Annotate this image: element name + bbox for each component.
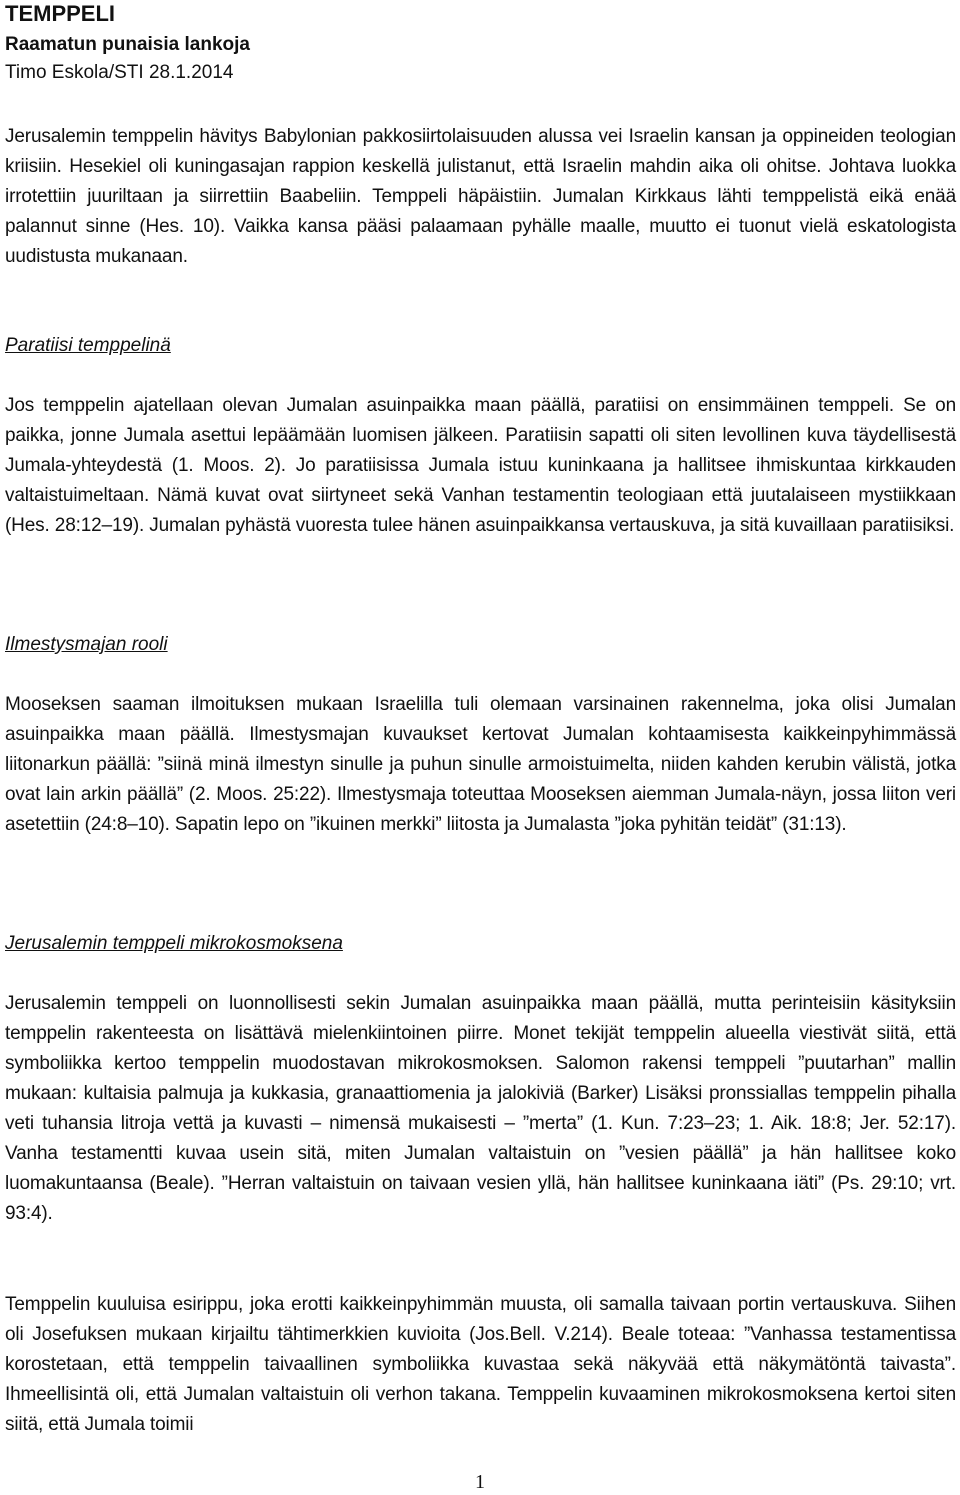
section-paragraph: Jerusalemin temppeli on luonnollisesti sekin Jumalan asuinpaikka maan päällä, mutta perinteisiin käsityksiin temppelin rakenteesta on lisättävä mielenkiintoinen piirre. Monet tekijät temppelin alueella viestivät siitä, että symboliikka kertoo temppelin muodostavan mikrokosmoksen. Salomon rakensi temppeli ”puutarhan” mallin mukaan: kultaisia palmuja ja kukkasia, granaattiomenia ja jalokiviä (Barker) Lisäksi pronssiallas temppelin pihalla veti tuhansia litroja vettä ja kuvasti – nimensä mukaisesti – ”merta” (1. Kun. 7:23–23; 1. Aik. 18:8; Jer. 52:17). Vanha testamentti kuvaa usein sitä, miten Jumalan valtaistuin on ”vesien päällä” ja hän hallitsee koko luomakuntaansa (Beale). ”Herran valtaistuin on taivaan vesien yllä, hän hallitsee kuninkaana iäti” (Ps. 29:10; vrt. 93:4). (5, 993, 956, 1224)
section-microcosm-body-2 (5, 1290, 956, 1440)
section-heading: Ilmestysmajan rooli (5, 634, 168, 655)
page-number: 1 (475, 1471, 485, 1493)
section-heading: Jerusalemin temppeli mikrokosmoksena (5, 933, 343, 954)
section-paradise-body (5, 391, 956, 541)
section-microcosm (5, 932, 956, 956)
section-microcosm-body-1 (5, 989, 956, 1229)
document-title: TEMPPELI (5, 1, 116, 26)
section-paragraph: Mooseksen saaman ilmoituksen mukaan Israelilla tuli olemaan varsinainen rakennelma, joka olisi Jumalan asuinpaikka maan päällä. Ilmestysmajan kuvaukset kertovat Jumalan kohtaamisesta kaikkeinpyhimmässä liitonarkun päällä: ”siinä minä ilmestyn sinulle ja puhun sinulle armoistuimelta, niiden kahden kerubin välistä, jotka ovat lain arkin päällä” (2. Moos. 25:22). Ilmestysmaja toteuttaa Mooseksen aiemman Jumala-näyn, jossa liiton veri asetettiin (24:8–10). Sapatin lepo on ”ikuinen merkki” liitosta ja Jumalasta ”joka pyhitän teidät” (31:13). (5, 694, 956, 835)
section-paragraph: Temppelin kuuluisa esirippu, joka erotti kaikkeinpyhimmän muusta, oli samalla taivaan portin vertauskuva. Siihen oli Josefuksen mukaan kirjailtu tähtimerkkien kuvioita (Jos.Bell. V.214). Beale toteaa: ”Vanhassa testamentissa korostetaan, että temppelin taivaallinen symboliikka kuvastaa sekä näkyvää että näkymätöntä taivasta”. Ihmeellisintä oli, että Jumalan valtaistuin oli verhon takana. Temppelin kuvaaminen mikrokosmoksena kertoi siten siitä, että Jumala toimii (5, 1294, 956, 1435)
author-date: Timo Eskola/STI 28.1.2014 (5, 62, 234, 83)
section-paragraph: Jos temppelin ajatellaan olevan Jumalan asuinpaikka maan päällä, paratiisi on ensimmäinen temppeli. Se on paikka, jonne Jumala asettui lepäämään luomisen jälkeen. Paratiisin sapatti oli siten levollinen kuva täydellisestä Jumala-yhteydestä (1. Moos. 2). Jo paratiisissa Jumala istuu kuninkaana ja hallitsee ihmiskuntaa kirkkauden valtaistuimeltaan. Nämä kuvat ovat siirtyneet sekä Vanhan testamentin teologiaan että juutalaiseen mystiikkaan (Hes. 28:12–19). Jumalan pyhästä vuoresta tulee hänen asuinpaikkansa vertauskuva, ja sitä kuvaillaan paratiisiksi. (5, 395, 956, 536)
section-paradise (5, 334, 956, 358)
section-heading: Paratiisi temppelinä (5, 335, 171, 356)
section-tabernacle (5, 633, 956, 657)
intro-block (5, 122, 956, 272)
section-tabernacle-body (5, 690, 956, 840)
document-subtitle: Raamatun punaisia lankoja (5, 34, 250, 55)
intro-paragraph: Jerusalemin temppelin hävitys Babylonian pakkosiirtolaisuuden alussa vei Israelin kansan ja oppineiden teologian kriisiin. Hesekiel oli kuningasajan rappion keskellä julistanut, että Israelin mahdin aika oli ohitse. Johtava luokka irrotettiin juuriltaan ja siirrettiin Baabeliin. Temppeli häpäistiin. Jumalan Kirkkaus lähti temppelistä eikä enää palannut sinne (Hes. 10). Vaikka kansa pääsi palaamaan pyhälle maalle, muutto ei tuonut vielä eskatologista uudistusta mukanaan. (5, 126, 956, 267)
